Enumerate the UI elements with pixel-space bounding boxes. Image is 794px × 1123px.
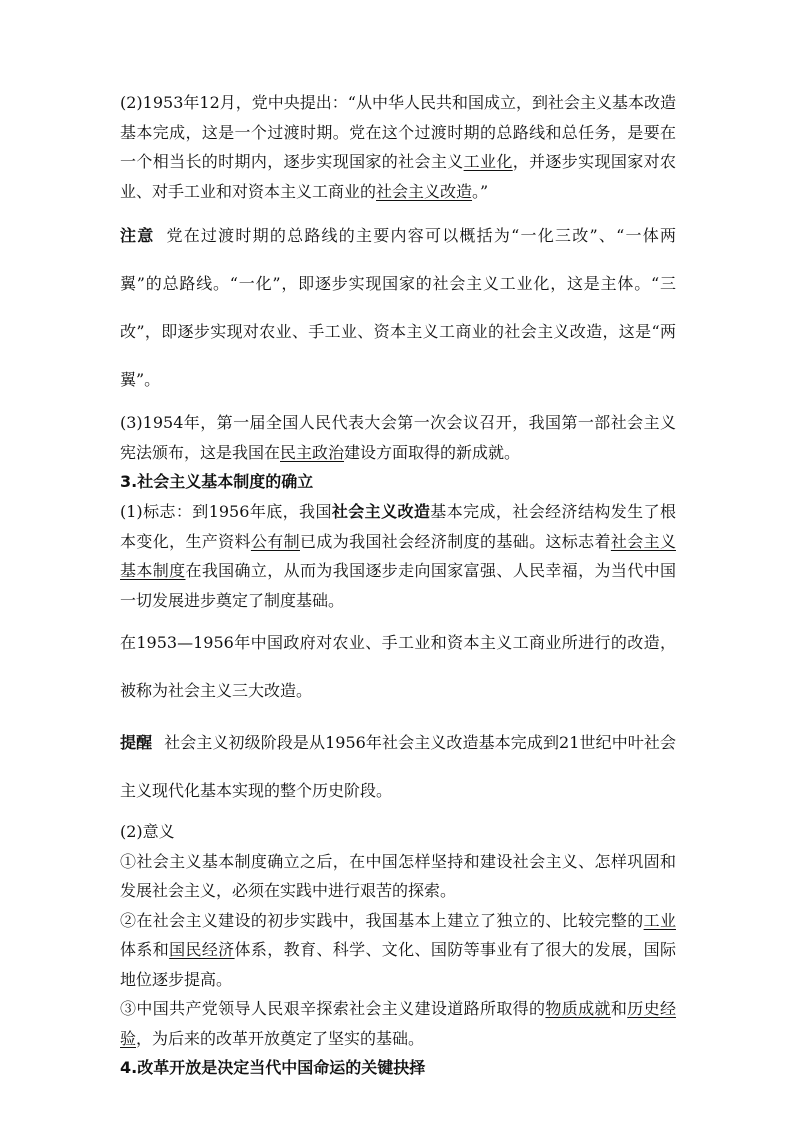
text: 和 [610, 999, 628, 1018]
significance-item-1 [120, 847, 676, 906]
note-text: 党在过渡时期的总路线的主要内容可以概括为“一化三改”、“一体两翼”的总路线。“一化”，即逐步实现国家的社会主义工业化，这是主体。“三改”，即逐步实现对农业、手工业、资本主义工商业的社会主义改造，这是“两翼”。 [120, 226, 676, 389]
document-page [120, 88, 676, 1083]
reminder-label: 提醒 [120, 733, 153, 752]
paragraph-1953-general-line [120, 88, 676, 206]
note-text: 在1953—1956年中国政府对农业、手工业和资本主义工商业所进行的改造，被称为社会主义三大改造。 [120, 633, 676, 700]
text: (3)1954年，第一届全国人民代表大会第一次会议召开，我国第一部社会主义宪法颁布，这是我国在 [120, 413, 676, 462]
note-paragraph [120, 212, 676, 404]
significance-title: (2)意义 [120, 822, 175, 841]
text: ③中国共产党领导人民艰辛探索社会主义建设道路所取得的 [120, 999, 546, 1018]
section-heading: 3.社会主义基本制度的确立 [120, 472, 314, 491]
underlined-term: 工业化 [463, 152, 513, 171]
text: 已成为我国社会经济制度的基础。这标志着 [300, 531, 611, 551]
underlined-term: 物质成就 [545, 999, 611, 1018]
reminder-text: 社会主义初级阶段是从1956年社会主义改造基本完成到21世纪中叶社会主义现代化基本实现的整个历史阶段。 [120, 733, 676, 800]
text: 体系，教育、科学、文化、国防等事业有了很大的发展，国际地位逐步提高。 [120, 940, 676, 989]
text: ，为后来的改革开放奠定了坚实的基础。 [136, 1028, 425, 1048]
text: ②在社会主义建设的初步实践中，我国基本上建立了独立的、比较完整的 [120, 910, 644, 930]
underlined-term: 社会主义改造 [376, 181, 473, 201]
paragraph-1954-constitution [120, 408, 676, 467]
text: 。” [472, 181, 489, 201]
underlined-term: 社会主义基本制度 [120, 531, 676, 580]
underlined-term: 公有制 [250, 531, 300, 551]
paragraph-1956-system [120, 497, 676, 615]
text: ①社会主义基本制度确立之后，在中国怎样坚持和建设社会主义、怎样巩固和发展社会主义，必须在实践中进行艰苦的探索。 [120, 851, 676, 900]
underlined-term: 民主政治 [280, 442, 345, 462]
underlined-term: 国民经济 [169, 940, 235, 959]
note-label: 注意 [120, 226, 155, 245]
text: (2)1953年12月，党中央提出：“从中华人民共和国成立，到社会主义基本改造基本完成，这是一个过渡时期。党在这个过渡时期的总路线和总任务，是要在一个相当长的时期内，逐步实现国家的社会主义 [120, 93, 676, 171]
reminder-paragraph [120, 719, 676, 815]
section-heading: 4.改革开放是决定当代中国命运的关键抉择 [120, 1058, 426, 1077]
text: 建设方面取得的新成就。 [344, 442, 521, 462]
text: ，并逐步实现国家对农业、对手工业和对资本主义工商业的 [120, 152, 676, 201]
underlined-term: 工业 [643, 910, 676, 930]
text: 体系和 [120, 940, 170, 959]
note-paragraph [120, 619, 676, 715]
text: (1)标志：到1956年底，我国 [120, 502, 332, 521]
text: 在我国确立，从而为我国逐步走向国家富强、人民幸福，为当代中国一切发展进步奠定了制度基础。 [120, 561, 676, 610]
significance-item-2 [120, 906, 676, 995]
significance-item-3 [120, 994, 676, 1053]
underlined-term: 历史经验 [120, 999, 676, 1048]
text: 基本完成，社会经济结构发生了根本变化，生产资料 [120, 502, 676, 551]
bold-term: 社会主义改造 [331, 502, 431, 521]
